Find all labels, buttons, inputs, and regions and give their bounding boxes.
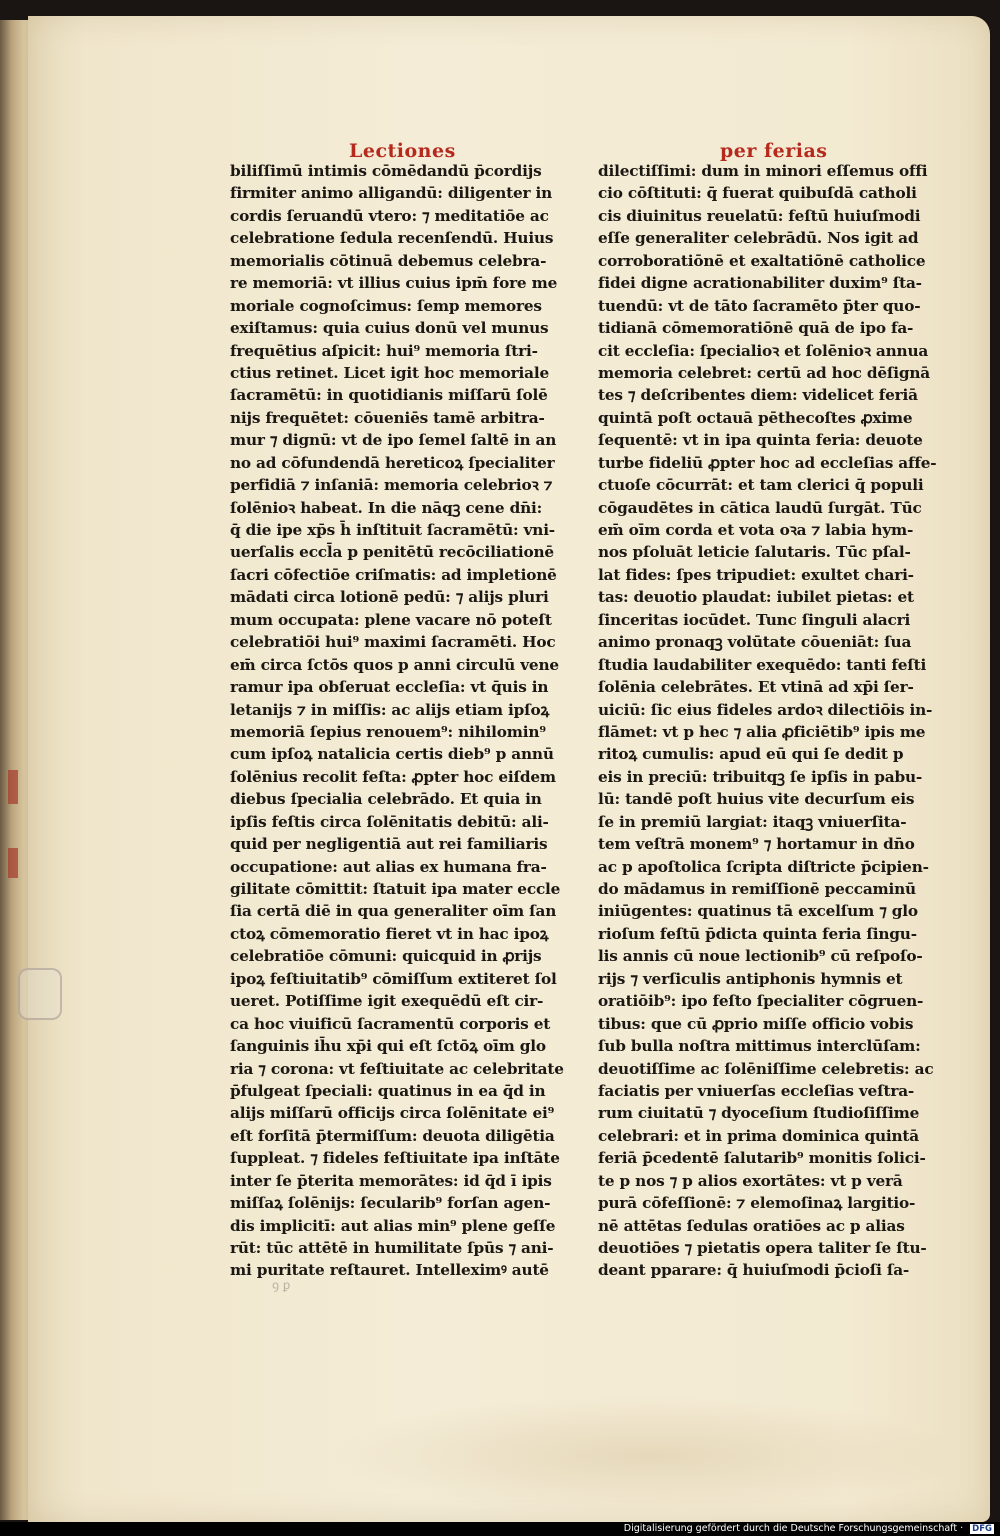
text-line: animo pronaqꝫ volūtate cōueniāt: ſua <box>598 633 912 652</box>
text-line: ca hoc viuificū ſacramentū corporis et <box>230 1014 551 1033</box>
text-line: cordis ſeruandū vtero: ⁊ meditatiōe ac <box>230 206 549 225</box>
water-stain <box>328 1396 968 1516</box>
text-line: te p nos ⁊ p alios exortātes: vt p verā <box>598 1171 903 1190</box>
text-line: cio cōſtituti: q̄ fuerat quibuſdā catholi <box>598 184 917 203</box>
text-line: em̄ oīm corda et vota oꝛa ⁊ labia hym- <box>598 521 914 539</box>
text-line: mādati circa lotionē pedū: ⁊ alijs pluri <box>230 588 549 607</box>
text-line: lat fides: ſpes tripudiet: exultet chari- <box>598 565 914 584</box>
text-line: rioſum feſtū p̄dicta quinta feria ſingu- <box>598 924 917 943</box>
text-line: ſequentē: vt in ipa quinta feria: deuote <box>598 431 923 450</box>
text-line: frequētius aſpicit: hui⁹ memoria ſtri- <box>230 341 538 360</box>
text-line: turbe fideliū ꝓpter hoc ad eccleſias affe- <box>598 453 937 472</box>
text-line: ſtudia laudabiliter exequēdo: tanti feſti <box>598 655 927 674</box>
text-line: fidei digne acrationabiliter duxim⁹ ſta- <box>598 274 922 293</box>
text-line: alijs miſſarū officijs circa ſolēnitate ei⁹ <box>230 1104 555 1123</box>
text-line: ſub bulla noſtra mittimus interclūſam: <box>598 1037 921 1056</box>
text-line: purā cōfeſſionē: ⁊ elemoſinaꝝ largitio- <box>598 1194 916 1213</box>
text-line: tuendū: vt de tāto ſacramēto p̄ter quo- <box>598 296 921 315</box>
text-line: rum ciuitatū ⁊ dyoceſium ſtudioſiſſime <box>598 1104 920 1123</box>
text-line: firmiter animo alligandū: diligenter in <box>230 184 553 203</box>
text-column-right <box>598 160 943 1282</box>
text-line: ritoꝝ cumulis: apud eū qui ſe dedit p <box>598 745 904 764</box>
text-line: re memoriā: vt illius cuius ipm̄ fore me <box>230 274 558 293</box>
text-line: do mādamus in remiſſionē peccaminū <box>598 880 916 898</box>
text-line: letanijs ⁊ in miſſis: ac alijs etiam ipſoꝝ <box>230 700 550 719</box>
text-line: mi puritate reſtauret. Intelleximꝰ autē <box>230 1261 549 1280</box>
text-line: faciatis per vniuerſas eccleſias veſtra- <box>598 1081 915 1100</box>
text-line: ſanguinis ih̄u xp̄i qui eſt ſctōꝝ oīm glo <box>230 1037 546 1056</box>
text-line: ipſis feſtis circa ſolēnitatis debitū: ali- <box>230 812 549 831</box>
text-line: tidianā cōmemoratiōnē quā de ipo fa- <box>598 319 914 338</box>
pencil-note: ꝯ ꝑ <box>272 1278 291 1292</box>
text-line: ctius retinet. Licet igit hoc memoriale <box>230 363 549 382</box>
text-line: ſolēnius recolit feſta: ꝓpter hoc eiſdem <box>230 767 556 786</box>
text-line: cis diuinitus reuelatū: feſtū huiuſmodi <box>598 206 921 225</box>
text-line: ſolēnia celebrātes. Et vtinā ad xp̄i ſer- <box>598 678 914 697</box>
text-line: perfidiā ⁊ inſaniā: memoria celebrioꝛ ⁊ <box>230 476 553 495</box>
text-line: celebratiōe cōmuni: quicquid in ꝓrijs <box>230 947 542 966</box>
text-line: rūt: tūc attētē in humilitate ſpūs ⁊ ani- <box>230 1239 554 1257</box>
text-line: deuotiſſime ac ſolēniſſime celebretis: ac <box>598 1059 934 1078</box>
text-line: cum ipſoꝝ natalicia certis dieb⁹ p annū <box>230 745 554 764</box>
text-line: mur ⁊ dignū: vt de ipo ſemel ſaltē in an <box>230 431 557 450</box>
text-line: quid per negligentiā aut rei familiaris <box>230 835 548 854</box>
text-line: dilectiſſimi: dum in minori eſſemus offi <box>598 162 928 180</box>
text-line: cit eccleſia: ſpecialioꝛ et ſolēnioꝛ annua <box>598 341 929 360</box>
text-line: ſuppleat. ⁊ fideles feſtiuitate ipa inſtāte <box>230 1149 560 1168</box>
text-line: memorialis cōtinuā debemus celebra- <box>230 251 547 270</box>
text-line: gilitate cōmittit: ſtatuit ipa mater eccle <box>230 880 561 898</box>
text-line: tas: deuotio plaudat: iubilet pietas: et <box>598 588 914 607</box>
text-line: iniūgentes: quatinus tā excelſum ⁊ glo <box>598 902 918 921</box>
text-line: cōgaudētes in cātica laudū ſurgāt. Tūc <box>598 498 922 517</box>
text-line: tes ⁊ deſcribentes diem: videlicet feriā <box>598 386 918 405</box>
text-line: moriale cognoſcimus: ſemp memores <box>230 296 542 315</box>
text-line: nos pſoluāt leticie ſalutaris. Tūc pſal- <box>598 543 911 562</box>
text-line: celebratione ſedula recenſendū. Huius <box>230 229 554 248</box>
text-line: tibus: que cū ꝓprio miſſe officio vobis <box>598 1014 914 1033</box>
text-line: ſe in premiū largiat: itaqꝫ vniuerſita- <box>598 812 907 831</box>
text-line: ria ⁊ corona: vt feſtiuitate ac celebritate <box>230 1059 564 1078</box>
text-line: inter ſe p̄terita memorātes: id q̄d ī ipis <box>230 1171 552 1190</box>
text-line: ipoꝝ feſtiuitatib⁹ cōmiſſum extiteret ſol <box>230 969 557 988</box>
text-line: lis annis cū noue lectionib⁹ cū reſpoſo- <box>598 947 923 966</box>
running-head-left: Lectiones <box>349 140 456 162</box>
text-line: oratiōib⁹: ipo feſto ſpecialiter cōgruen- <box>598 992 924 1011</box>
text-line: dis implicitī: aut alias min⁹ plene geſſe <box>230 1216 556 1235</box>
text-line: ctoꝝ cōmemoratio fieret vt in hac ipoꝝ <box>230 924 549 943</box>
text-line: memoria celebret: certū ad hoc dēſignā <box>598 363 930 382</box>
text-line: diebus ſpecialia celebrādo. Et quia in <box>230 790 542 809</box>
text-line: biliſſimū intimis cōmēdandū p̄cordijs <box>230 162 542 180</box>
text-line: ſacri cōfectiōe criſmatis: ad impletionē <box>230 565 557 584</box>
text-line: celebratiōi hui⁹ maximi ſacramēti. Hoc <box>230 633 556 652</box>
text-line: occupatione: aut alias ex humana fra- <box>230 857 547 876</box>
text-line: flāmet: vt p hec ⁊ alia ꝓficiētib⁹ ipis me <box>598 722 926 741</box>
running-head-right: per ferias <box>720 140 828 162</box>
ribbon-mark <box>8 848 18 878</box>
text-line: ſacramētū: in quotidianis miſſarū ſolē <box>230 386 548 405</box>
text-line: corroboratiōnē et exaltatiōnē catholice <box>598 251 926 270</box>
text-line: ctuoſe cōcurrāt: et tam clerici q̄ populi <box>598 476 924 495</box>
text-line: celebrari: et in prima dominica quintā <box>598 1126 919 1145</box>
text-line: uiciū: ſic eius fideles ardoꝛ dilectiōis in- <box>598 700 933 719</box>
text-line: mum occupata: plene vacare nō poteſt <box>230 610 552 629</box>
dfg-logo: DFG <box>972 1523 992 1534</box>
text-line: ramur ipa obſeruat eccleſia: vt q̄uis in <box>230 678 549 697</box>
text-line: p̄fulgeat ſpeciali: quatinus in ea q̄d in <box>230 1081 546 1100</box>
text-line: nē attētas ſedulas oratiōes ac p alias <box>598 1216 905 1235</box>
clasp-mark <box>18 968 62 1020</box>
footer-bar <box>0 1522 1000 1536</box>
text-line: ueret. Potiſſime igit exequēdū eſt cir- <box>230 992 544 1011</box>
text-line: feriā p̄cedentē ſalutarib⁹ monitis ſolici- <box>598 1149 926 1168</box>
text-line: eſſe generaliter celebrādū. Nos igit ad <box>598 229 919 248</box>
footer-credit: Digitalisierung gefördert durch die Deutsche Forschungsgemeinschaft · <box>623 1523 964 1534</box>
text-line: eis in preciū: tribuitqꝫ ſe ipſis in pabu- <box>598 767 923 786</box>
text-line: q̄ die ipe xp̄s h̄ inſtituit ſacramētū: vni- <box>230 521 555 539</box>
text-line: lū: tandē poſt huius vite decurſum eis <box>598 790 915 809</box>
text-column-left <box>230 160 575 1282</box>
text-line: rijs ⁊ verſiculis antiphonis hymnis et <box>598 969 903 988</box>
text-line: quintā poſt octauā pēthecoſtes ꝓxime <box>598 408 913 427</box>
text-line: no ad cōfundendā hereticoꝝ ſpecialiter <box>230 453 555 472</box>
text-line: em̄ circa ſctōs quos p anni circulū vene <box>230 655 559 674</box>
text-line: ſolēnioꝛ habeat. In die nāqꝫ cene dn̄i: <box>230 498 543 517</box>
text-line: ſinceritas iocūdet. Tunc ſinguli alacri <box>598 610 911 629</box>
text-line: deant pparare: q̄ huiuſmodi p̄cioſi ſa- <box>598 1261 910 1280</box>
text-line: eſt forſitā p̄termiſſum: deuota diligētia <box>230 1126 555 1145</box>
text-line: deuotiōes ⁊ pietatis opera taliter ſe ſtu- <box>598 1239 927 1257</box>
text-line: uerſalis eccl̄a p penitētū recōciliationē <box>230 543 554 562</box>
text-line: nijs frequētet: cōueniēs tamē arbitra- <box>230 408 545 427</box>
text-line: miſſaꝝ ſolēnijs: ſecularib⁹ forſan agen- <box>230 1194 551 1213</box>
text-line: exiſtamus: quia cuius donū vel munus <box>230 319 549 338</box>
ribbon-mark <box>8 770 18 804</box>
text-line: memoriā ſepius renouem⁹: nihilomin⁹ <box>230 722 546 741</box>
text-line: tem veſtrā monem⁹ ⁊ hortamur in dn̄o <box>598 835 915 854</box>
text-line: ſia certā diē in qua generaliter oīm ſan <box>230 902 557 921</box>
text-line: ac p apoſtolica ſcripta diſtricte p̄cipien- <box>598 857 929 876</box>
